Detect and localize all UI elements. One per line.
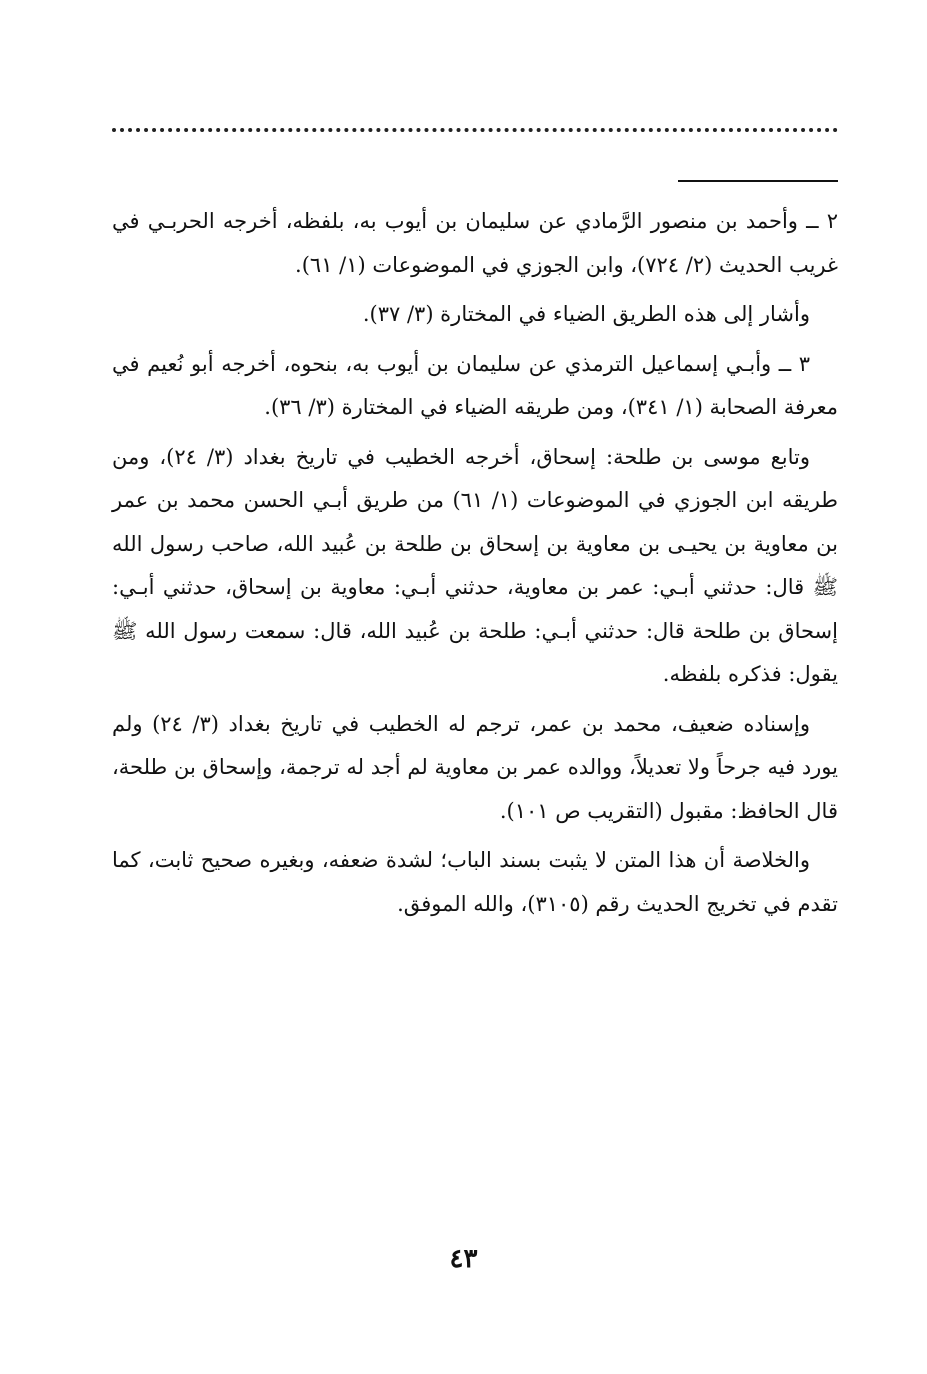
paragraph: وتابع موسى بن طلحة: إسحاق، أخرجه الخطيب في تاريخ بغداد (٣/ ٢٤)، ومن طريقه ابن الجوزي في الموضوعات (١/ ٦١) من طريق أبـي الحسن محمد بن عمر بن معاوية بن يحيـى بن معاوية بن إسحاق بن طلحة بن عُبيد الله، صاحب رسول الله ﷺ قال: حدثني أبـي: عمر بن معاوية، حدثني أبـي: معاوية بن إسحاق، حدثني أبـي: إسحاق بن طلحة قال: حدثني أبـي: طلحة بن عُبيد الله، قال: سمعت رسول الله ﷺ يقول: فذكره بلفظه.	[112, 444, 838, 686]
footnote-text	[112, 200, 838, 932]
paragraph: وأشار إلى هذه الطريق الضياء في المختارة (٣/ ٣٧).	[362, 302, 810, 326]
footnote-separator	[678, 180, 838, 182]
paragraph: ٢ ــ وأحمد بن منصور الرَّمادي عن سليمان بن أيوب به، بلفظه، أخرجه الحربـي في غريب الحديث (٢/ ٧٢٤)، وابن الجوزي في الموضوعات (١/ ٦١).	[112, 209, 838, 277]
page-number: ٤٣	[449, 1244, 478, 1274]
paragraph: والخلاصة أن هذا المتن لا يثبت بسند الباب؛ لشدة ضعفه، وبغيره صحيح ثابت، كما تقدم في تخريج الحديث رقم (٣١٠٥)، والله الموفق.	[112, 848, 838, 916]
paragraph: ٣ ــ وأبـي إسماعيل الترمذي عن سليمان بن أيوب به، بنحوه، أخرجه أبو نُعيم في معرفة الصحابة (١/ ٣٤١)، ومن طريقه الضياء في المختارة (٣/ ٣٦).	[112, 351, 838, 419]
dotted-separator	[112, 128, 838, 132]
paragraph: وإسناده ضعيف، محمد بن عمر، ترجم له الخطيب في تاريخ بغداد (٣/ ٢٤) ولم يورد فيه جرحاً ولا تعديلاً، ووالده عمر بن معاوية لم أجد له ترجمة، وإسحاق بن طلحة، قال الحافظ: مقبول (التقريب ص ١٠١).	[112, 711, 838, 823]
